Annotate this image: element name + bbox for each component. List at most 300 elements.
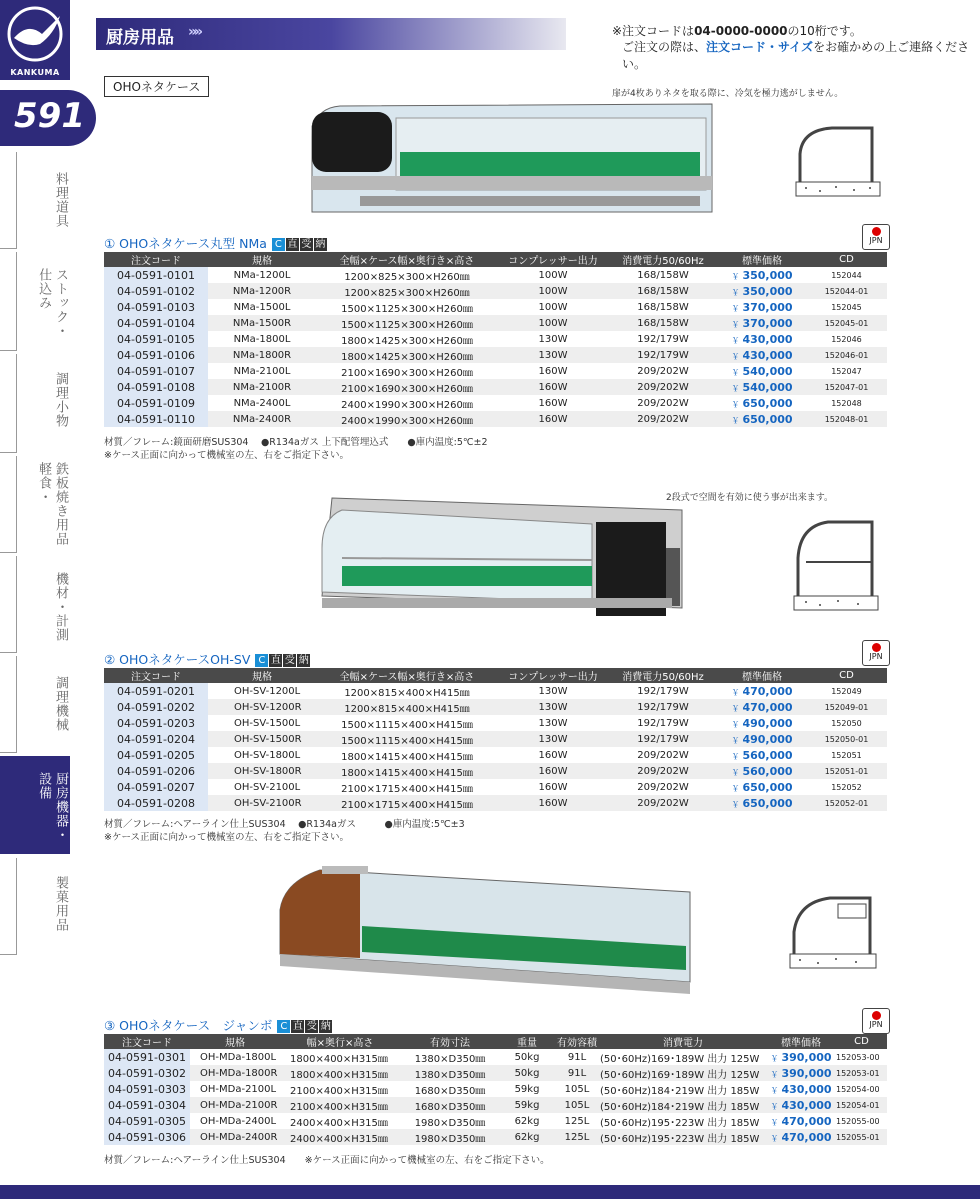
spec-cell: OH-MDa-1800R [190,1065,280,1081]
spec-cell: 1980×D350㎜ [400,1129,500,1145]
spec-cell: (50･60Hz)195･223W 出力 185W [600,1129,766,1145]
spec-cell: 130W [498,347,608,363]
spec-cell: 160W [538,365,568,377]
notice-text: をお確かめの上ご連絡ください。 [622,40,970,71]
spec-cell: OH-SV-1800L [234,749,301,761]
price-cell [718,763,806,779]
cd-cell: 152055-00 [836,1116,880,1126]
badge-direct: 直 [287,239,298,250]
table-header-row [104,1034,887,1049]
spec-cell: OH-MDa-2400L [200,1115,277,1127]
spec-cell: OH-SV-1800R [208,763,316,779]
cd-cell: 152052-01 [806,795,887,811]
spec-cell: 1800×400×H315㎜ [280,1065,400,1081]
order-code[interactable]: 04-0591-0109 [104,395,208,411]
cross-section-oh-sv [788,512,884,616]
col-header: 全幅×ケース幅×奥行き×高さ [316,668,498,683]
order-code[interactable]: 04-0591-0303 [104,1081,190,1097]
price-cell [766,1081,836,1097]
price-value: 650,000 [742,412,793,426]
col-header: 標準価格 [766,1034,836,1049]
category-title: 厨房用品 [106,28,174,48]
table-row [104,731,887,747]
yen-symbol: ￥ [770,1069,779,1079]
price-value: 540,000 [742,380,793,394]
spec-cell: 1800×1415×400×H415㎜ [316,763,498,779]
spec-cell: OH-MDa-2100R [190,1097,280,1113]
spec-cell: 192/179W [637,685,689,697]
s2-footnote-1: 材質／フレーム:ヘアーライン仕上SUS304 ●R134aガス ●庫内温度:5℃±3 [104,819,465,830]
yen-symbol: ￥ [731,735,740,745]
price-cell [766,1113,836,1129]
category-header [96,18,566,50]
order-code[interactable]: 04-0591-0207 [104,779,208,795]
spec-cell: 130W [538,333,568,345]
price-value: 470,000 [781,1130,832,1144]
spec-cell: 192/179W [608,699,718,715]
spec-cell: 1200×825×300×H260㎜ [344,271,470,283]
col-header: 注文コード [104,1034,190,1049]
spec-cell: (50･60Hz)169･189W 出力 125W [600,1065,766,1081]
yen-symbol: ￥ [770,1101,779,1111]
cd-cell: 152051-01 [806,763,887,779]
order-code[interactable]: 04-0591-0103 [104,299,208,315]
col-header: CD [806,252,887,267]
yen-symbol: ￥ [770,1133,779,1143]
spec-cell: 91L [554,1065,600,1081]
cd-cell: 152047 [831,366,862,376]
table-row [104,779,887,795]
index-tab-small-tools[interactable]: 調理小物 [53,372,68,428]
notice-text: ご注文の際は、 [622,40,707,54]
product-image-oh-sv [312,488,692,634]
s2-title-row [104,650,310,668]
cd-cell: 152049-01 [806,699,887,715]
order-code[interactable]: 04-0591-0107 [104,363,208,379]
spec-cell: OH-SV-1200R [208,699,316,715]
badge-order: 受 [306,1021,317,1032]
price-value: 370,000 [742,300,793,314]
japan-flag-icon [862,640,890,666]
price-value: 560,000 [742,764,793,778]
yen-symbol: ￥ [731,783,740,793]
yen-symbol: ￥ [731,799,740,809]
cd-cell: 152048-01 [806,411,887,427]
cd-cell: 152049 [831,686,862,696]
price-value: 650,000 [742,796,793,810]
table-row [104,315,887,331]
yen-symbol: ￥ [770,1085,779,1095]
cross-section-nma [792,124,884,200]
index-divider [0,456,17,553]
yen-symbol: ￥ [731,351,740,361]
table-header-row [104,252,887,267]
spec-cell: 91L [567,1051,587,1063]
order-code[interactable]: 04-0591-0204 [104,731,208,747]
spec-cell: 2100×1715×400×H415㎜ [341,783,473,795]
price-cell [718,747,806,763]
spec-cell: OH-SV-1200L [234,685,301,697]
spec-cell: 100W [538,269,568,281]
spec-cell: (50･60Hz)184･219W 出力 185W [600,1085,760,1097]
order-code[interactable]: 04-0591-0305 [104,1113,190,1129]
cd-cell: 152047-01 [806,379,887,395]
spec-cell: 1500×1125×300×H260㎜ [316,315,498,331]
spec-cell: 100W [538,301,568,313]
s1-footnote-2: ※ケース正面に向かって機械室の左、右をご指定下さい。 [104,450,349,461]
price-value: 650,000 [742,396,793,410]
badge-delivery: 納 [298,655,309,666]
spec-cell: 125L [554,1129,600,1145]
spec-cell: 1380×D350㎜ [400,1065,500,1081]
spec-cell: 2400×400×H315㎜ [290,1117,388,1129]
spec-cell: 100W [498,315,608,331]
badge-direct: 直 [292,1021,303,1032]
spec-cell: NMa-1200R [208,283,316,299]
spec-cell: 1980×D350㎜ [414,1117,486,1129]
spec-cell: 130W [498,731,608,747]
price-value: 470,000 [742,700,793,714]
spec-cell: 168/158W [637,269,689,281]
spec-cell: 2100×400×H315㎜ [290,1085,388,1097]
spec-cell: 1500×1125×300×H260㎜ [341,303,473,315]
spec-cell: 2400×1990×300×H260㎜ [316,411,498,427]
table-row [104,411,887,427]
order-code[interactable]: 04-0591-0110 [104,411,208,427]
notice-text: の10桁です。 [787,24,862,38]
table-row [104,795,887,811]
yen-symbol: ￥ [731,367,740,377]
price-cell [718,683,806,699]
badge-order: 受 [284,655,295,666]
cd-cell: 152053-00 [836,1052,880,1062]
col-header: 標準価格 [718,668,806,683]
col-header: 有効容積 [554,1034,600,1049]
col-header: 規格 [208,668,316,683]
spec-cell: NMa-2400L [233,397,291,409]
spec-cell: (50･60Hz)169･189W 出力 125W [600,1053,760,1065]
price-cell [718,699,806,715]
section-box-title: OHOネタケース [104,76,209,97]
spec-cell: OH-MDa-1800L [200,1051,277,1063]
jpn-label: JPN [869,652,883,661]
cd-cell: 152044 [831,270,862,280]
index-tab-teppan[interactable]: 鉄板焼き用品 軽食・ [36,462,68,546]
order-code[interactable]: 04-0591-0302 [104,1065,190,1081]
spec-cell: 100W [498,283,608,299]
s2-description: 2段式で空間を有効に使う事が出来ます。 [666,493,834,503]
order-code[interactable]: 04-0591-0202 [104,699,208,715]
price-cell [718,283,806,299]
spec-cell: OH-MDa-2400R [190,1129,280,1145]
spec-cell: 62kg [500,1129,554,1145]
spec-cell: NMa-2100R [208,379,316,395]
spec-cell: 160W [498,763,608,779]
col-header: 消費電力 [600,1034,766,1049]
price-cell [766,1129,836,1145]
price-value: 470,000 [742,684,793,698]
cd-cell: 152054-01 [836,1097,887,1113]
spec-cell: 1500×1115×400×H415㎜ [316,731,498,747]
order-code[interactable]: 04-0591-0101 [104,267,208,283]
order-code[interactable]: 04-0591-0104 [104,315,208,331]
bird-icon [6,4,64,66]
order-code[interactable]: 04-0591-0106 [104,347,208,363]
order-code[interactable]: 04-0591-0205 [104,747,208,763]
col-header: 消費電力50/60Hz [608,252,718,267]
price-cell [766,1065,836,1081]
s1-description: 扉が4枚ありネタを取る際に、冷気を極力逃がしません。 [612,89,844,99]
jpn-label: JPN [869,1020,883,1029]
order-code[interactable]: 04-0591-0304 [104,1097,190,1113]
index-divider [0,656,17,753]
cd-cell: 152045-01 [806,315,887,331]
index-tab-equipment[interactable]: 機材・計測 [53,572,68,642]
cd-cell: 152044-01 [806,283,887,299]
table-row [104,1113,887,1129]
yen-symbol: ￥ [731,719,740,729]
table-row [104,1081,887,1097]
spec-cell: 130W [538,685,568,697]
cd-cell: 152053-01 [836,1065,887,1081]
spec-cell: 209/202W [637,749,689,761]
table-row [104,747,887,763]
badge-c: C [255,654,268,667]
jpn-label: JPN [869,236,883,245]
order-code[interactable]: 04-0591-0108 [104,379,208,395]
s2-footnote-2: ※ケース正面に向かって機械室の左、右をご指定下さい。 [104,832,349,843]
order-code[interactable]: 04-0591-0201 [104,683,208,699]
table-row [104,267,887,283]
price-value: 390,000 [781,1066,832,1080]
product-image-nma [300,96,720,222]
table-row [104,283,887,299]
yen-symbol: ￥ [731,287,740,297]
spec-cell: OH-MDa-2100L [200,1083,277,1095]
yen-symbol: ￥ [731,271,740,281]
price-value: 540,000 [742,364,793,378]
price-value: 390,000 [781,1050,832,1064]
spec-cell: 160W [498,795,608,811]
price-value: 370,000 [742,316,793,330]
index-tab-cooking-tools[interactable]: 料理道具 [53,172,68,228]
badge-c: C [272,238,285,251]
price-value: 350,000 [742,268,793,282]
spec-cell: 1800×1425×300×H260㎜ [341,335,473,347]
price-cell [766,1097,836,1113]
price-cell [718,715,806,731]
spec-cell: 160W [538,781,568,793]
spec-cell: 50kg [514,1051,540,1063]
spec-cell: 1800×1415×400×H415㎜ [341,751,473,763]
order-code[interactable]: 04-0591-0203 [104,715,208,731]
spec-cell: 168/158W [608,283,718,299]
spec-cell: 62kg [514,1115,540,1127]
price-cell [718,779,806,795]
order-code[interactable]: 04-0591-0301 [104,1049,190,1065]
spec-cell: 59kg [500,1097,554,1113]
cd-cell: 152050 [831,718,862,728]
price-cell [718,395,806,411]
spec-cell: NMa-1500R [208,315,316,331]
order-code[interactable]: 04-0591-0208 [104,795,208,811]
order-code[interactable]: 04-0591-0105 [104,331,208,347]
spec-cell: 160W [538,749,568,761]
index-tab-confectionery[interactable]: 製菓用品 [53,876,68,932]
s3-spec-table [104,1034,887,1145]
price-cell [718,299,806,315]
price-cell [718,331,806,347]
cd-cell: 152050-01 [806,731,887,747]
table-row [104,379,887,395]
table-row [104,683,887,699]
table-row [104,363,887,379]
notice-text: ※注文コードは [612,24,695,38]
spec-cell: 209/202W [608,795,718,811]
japan-flag-icon [862,224,890,250]
price-value: 430,000 [781,1082,832,1096]
spec-cell: 2100×1690×300×H260㎜ [316,379,498,395]
table-row [104,395,887,411]
price-cell [718,379,806,395]
cd-cell: 152052 [831,782,862,792]
price-value: 470,000 [781,1114,832,1128]
spec-cell: 50kg [500,1065,554,1081]
price-cell [718,315,806,331]
yen-symbol: ￥ [731,687,740,697]
spec-cell: 160W [538,397,568,409]
badge-delivery: 納 [320,1021,331,1032]
yen-symbol: ￥ [731,319,740,329]
spec-cell: 160W [498,411,608,427]
price-cell [718,267,806,283]
table-row [104,331,887,347]
order-code-notice [612,22,862,39]
order-confirm-notice [622,38,980,72]
col-header: 有効寸法 [400,1034,500,1049]
spec-cell: 1800×1425×300×H260㎜ [316,347,498,363]
cd-cell: 152046-01 [806,347,887,363]
col-header: 標準価格 [718,252,806,267]
order-code[interactable]: 04-0591-0102 [104,283,208,299]
spec-cell: 192/179W [608,347,718,363]
yen-symbol: ￥ [731,767,740,777]
table-header-row [104,668,887,683]
price-cell [718,411,806,427]
notice-code: 04-0000-0000 [694,24,788,38]
badge-delivery: 納 [315,239,326,250]
spec-cell: 192/179W [637,333,689,345]
price-value: 430,000 [742,332,793,346]
cd-cell: 152051 [831,750,862,760]
cd-cell: 152055-01 [836,1129,887,1145]
s2-title: ② OHOネタケースOH-SV [104,652,251,667]
order-code[interactable]: 04-0591-0206 [104,763,208,779]
col-header: 規格 [208,252,316,267]
cd-cell: 152045 [831,302,862,312]
index-divider [0,858,17,955]
page-number-tab [0,90,96,146]
cd-cell: 152054-00 [836,1084,880,1094]
price-value: 430,000 [742,348,793,362]
japan-flag-icon [862,1008,890,1034]
index-divider [0,354,17,453]
spec-cell: 209/202W [608,379,718,395]
col-header: コンプレッサー出力 [498,668,608,683]
index-tab-stock[interactable]: ストック・仕込み [36,268,68,338]
col-header: 規格 [190,1034,280,1049]
badge-order: 受 [301,239,312,250]
index-tab-kitchen-equipment[interactable]: 厨房機器・設備 [36,772,68,842]
product-image-jumbo [270,862,710,1002]
spec-cell: (50･60Hz)184･219W 出力 185W [600,1097,766,1113]
spec-cell: 2400×1990×300×H260㎜ [341,399,473,411]
price-value: 560,000 [742,748,793,762]
yen-symbol: ￥ [731,383,740,393]
price-value: 650,000 [742,780,793,794]
spec-cell: 1200×815×400×H415㎜ [344,687,470,699]
notice-emphasis: 注文コード・サイズ [706,40,814,54]
spec-cell: OH-SV-1500L [234,717,301,729]
s1-spec-table [104,252,887,427]
price-value: 490,000 [742,732,793,746]
s1-title: ① OHOネタケース丸型 NMa [104,236,267,251]
spec-cell: 2400×400×H315㎜ [280,1129,400,1145]
spec-cell: 1380×D350㎜ [414,1053,486,1065]
price-cell [718,347,806,363]
yen-symbol: ￥ [731,751,740,761]
s1-footnote-1: 材質／フレーム:鏡面研磨SUS304 ●R134aガス 上下配管埋込式 ●庫内温度:5℃±2 [104,437,488,448]
price-value: 350,000 [742,284,793,298]
spec-cell: 192/179W [608,731,718,747]
spec-cell: OH-SV-2100L [234,781,301,793]
spec-cell: 1680×D350㎜ [400,1097,500,1113]
cd-cell: 152046 [831,334,862,344]
index-divider [0,152,17,249]
index-divider [0,556,17,653]
spec-cell: 2100×1690×300×H260㎜ [341,367,473,379]
spec-cell: 1800×400×H315㎜ [290,1053,388,1065]
yen-symbol: ￥ [731,415,740,425]
spec-cell: 1500×1115×400×H415㎜ [341,719,473,731]
badge-c: C [277,1020,290,1033]
s1-title-row [104,234,327,252]
table-row [104,699,887,715]
spec-cell: 59kg [514,1083,540,1095]
spec-cell: NMa-2100L [233,365,291,377]
spec-cell: OH-SV-2100R [208,795,316,811]
page-number: 591 [14,96,85,136]
spec-cell: 209/202W [637,365,689,377]
spec-cell: 105L [554,1097,600,1113]
chevron-right-icon: »» [188,24,201,40]
spec-cell: NMa-2400R [208,411,316,427]
price-cell [766,1049,836,1065]
spec-cell: 130W [498,699,608,715]
spec-cell: 168/158W [608,315,718,331]
spec-cell: (50･60Hz)195･223W 出力 185W [600,1117,760,1129]
col-header: 注文コード [104,252,208,267]
table-row [104,1065,887,1081]
order-code[interactable]: 04-0591-0306 [104,1129,190,1145]
table-row [104,299,887,315]
table-row [104,1129,887,1145]
spec-cell: 209/202W [608,763,718,779]
spec-cell: 1200×815×400×H415㎜ [316,699,498,715]
index-tab-machines[interactable]: 調理機械 [53,676,68,732]
s2-spec-table [104,668,887,811]
spec-cell: 209/202W [637,397,689,409]
